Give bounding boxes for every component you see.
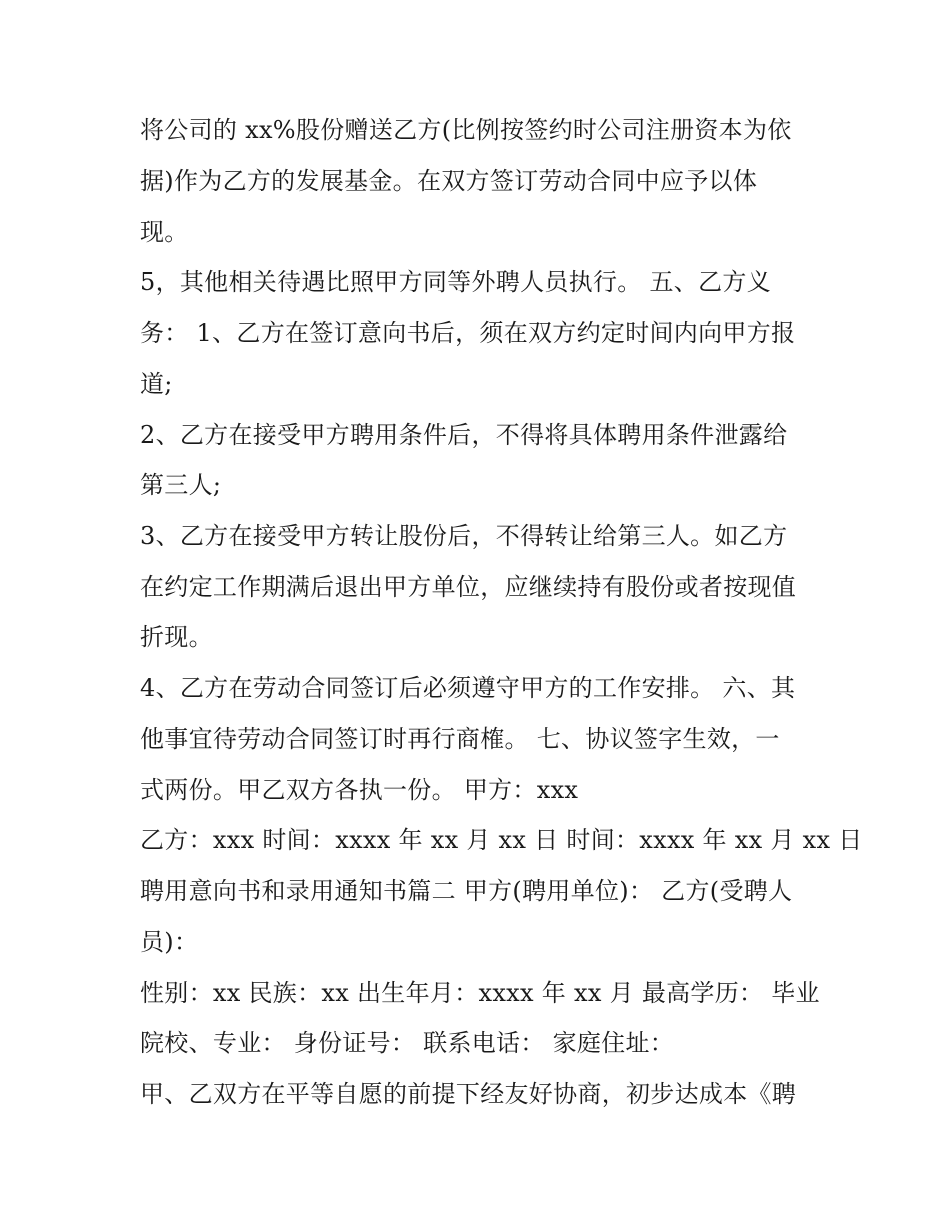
text-line: 聘用意向书和录用通知书篇二 甲方(聘用单位)： 乙方(受聘人 bbox=[140, 877, 793, 905]
text-line: 性别：xx 民族：xx 出生年月：xxxx 年 xx 月 最高学历： 毕业 bbox=[140, 979, 820, 1007]
text-line: 折现。 bbox=[140, 623, 213, 651]
text-line: 务： 1、乙方在签订意向书后，须在双方约定时间内向甲方报 bbox=[140, 319, 796, 347]
text-line: 道; bbox=[140, 370, 173, 398]
text-line: 据)作为乙方的发展基金。在双方签订劳动合同中应予以体 bbox=[140, 167, 758, 195]
text-line: 院校、专业： 身份证号： 联系电话： 家庭住址： bbox=[140, 1029, 675, 1057]
text-line: 他事宜待劳动合同签订时再行商榷。 七、协议签字生效，一 bbox=[140, 725, 780, 753]
text-line: 现。 bbox=[140, 218, 189, 246]
text-line: 将公司的 xx%股份赠送乙方(比例按签约时公司注册资本为依 bbox=[140, 116, 792, 144]
text-line: 乙方：xxx 时间：xxxx 年 xx 月 xx 日 时间：xxxx 年 xx 月 xx 日 bbox=[140, 826, 863, 854]
text-line: 式两份。甲乙双方各执一份。 甲方：xxx bbox=[140, 776, 579, 804]
text-line: 第三人; bbox=[140, 471, 222, 499]
text-line: 甲、乙双方在平等自愿的前提下经友好协商，初步达成本《聘 bbox=[140, 1080, 797, 1108]
text-line: 员)： bbox=[140, 928, 199, 956]
text-line: 在约定工作期满后退出甲方单位，应继续持有股份或者按现值 bbox=[140, 573, 797, 601]
text-line: 2、乙方在接受甲方聘用条件后，不得将具体聘用条件泄露给 bbox=[140, 421, 788, 449]
text-line: 3、乙方在接受甲方转让股份后，不得转让给第三人。如乙方 bbox=[140, 522, 788, 550]
text-line: 4、乙方在劳动合同签订后必须遵守甲方的工作安排。 六、其 bbox=[140, 674, 796, 702]
text-line: 5，其他相关待遇比照甲方同等外聘人员执行。 五、乙方义 bbox=[140, 268, 771, 296]
